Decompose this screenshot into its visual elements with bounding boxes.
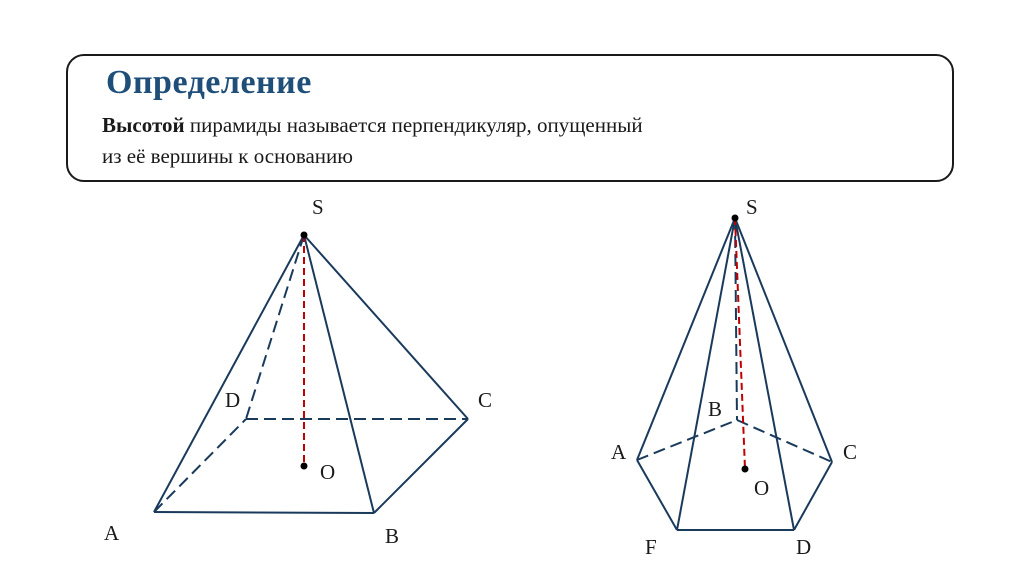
- label-B: B: [385, 524, 400, 548]
- label-C: C: [843, 440, 858, 464]
- label-S: S: [312, 195, 324, 219]
- label-O: O: [320, 460, 336, 484]
- label-A: A: [611, 440, 627, 464]
- label-D: D: [796, 535, 812, 559]
- edge-SA: [637, 218, 735, 460]
- edge-SC: [735, 218, 832, 462]
- label-D: D: [225, 388, 241, 412]
- edge-SC: [304, 235, 468, 419]
- definition-line-1-rest: пирамиды называется перпендикуляр, опущенный: [184, 113, 643, 137]
- label-S: S: [746, 195, 758, 219]
- hidden-edge-SB: [735, 218, 737, 420]
- definition-title: Определение: [106, 64, 312, 101]
- edge-DC: [794, 462, 832, 530]
- edge-SA: [154, 235, 304, 512]
- label-O: O: [754, 476, 770, 500]
- foot-O-point: [742, 466, 749, 473]
- definition-term: Высотой: [102, 113, 185, 137]
- hidden-edge-AB: [637, 420, 737, 460]
- label-A: A: [104, 521, 120, 545]
- label-C: C: [478, 388, 493, 412]
- label-F: F: [645, 535, 657, 559]
- edge-SF: [677, 218, 735, 530]
- vertex-S-point: [301, 232, 308, 239]
- foot-O-point: [301, 463, 308, 470]
- edge-SB: [304, 235, 374, 513]
- height-SO: [735, 218, 745, 469]
- pentagonal-pyramid: [611, 195, 857, 559]
- vertex-S-point: [732, 215, 739, 222]
- edge-AB: [154, 512, 374, 513]
- label-B: B: [708, 397, 723, 421]
- edge-AF: [637, 460, 677, 530]
- hidden-edge-AD: [154, 419, 246, 512]
- edge-BC: [374, 419, 468, 513]
- quadrilateral-pyramid: [104, 195, 492, 548]
- definition-line-2: из её вершины к основанию: [102, 144, 353, 168]
